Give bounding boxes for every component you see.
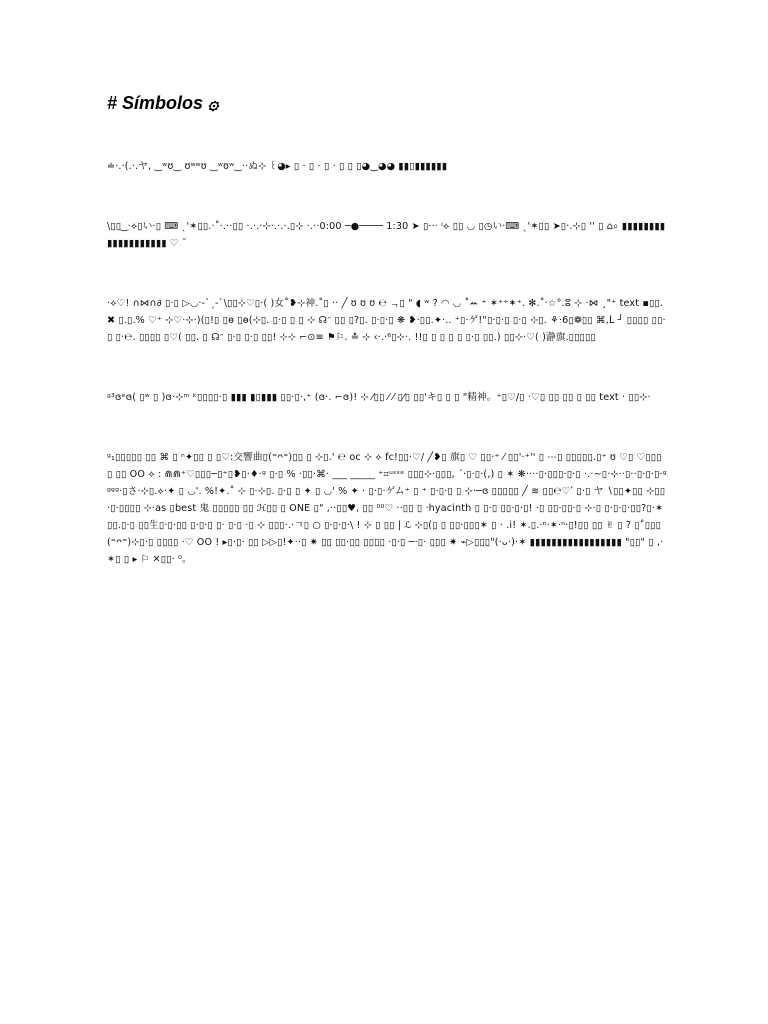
page-title: # Símbolos ۞ [107,93,219,113]
symbol-block-3: ·⟡♡! ∩⋈∩∂ ▯·▯ ▷◡·-ˋˏ-ˋ\▯▯⊹♡▯·( )女˚❥⊹神.˚▯ ·· ╱ ʊ ʊ ʊ ℮ ᆨ▯ " ◖ ʷ ? ◠ ◡ ˚ꕀ ⁺ ✶⁺⁺✶⁺. ✻.˚·☆°.ⵓ ⊹ ·⋈ ¸"⁺ text ▪▯▯. ✖ ▯.▯.% ♡⁺ ⊹♡·⊹·)(▯!▯ ▯ɵ ▯ɵ(⊹▯. ▯·▯ ▯ ▯ ⊹ ☊ᵔ ▯▯ ▯?▯. ▯·▯·▯ ❋ ❥·▯▯.✦·.. ⁺▯·ゲ!"▯·▯·▯ ▯·▯ ⊹▯. ⚘·6▯❁▯▯ ⌘,ᒪ ┘ ▯▯▯▯ ▯▯·▯ ▯·℮. ▯▯▯▯ ▯♡( ▯▯. ▯ ☊ᵔ ▯·▯ ▯·▯ ▯▯! ⊹⊹ ⌐⊙≡ ⚑⚐. ≛ ⊹ ‹·.·⁶▯⊹·. !!▯ ▯ ▯ ▯ ▯ ▯·▯ ▯▯.) ▯▯⊹·♡( )瀞旗.▯▯▯▯▯ [107,298,666,343]
document-page [107,92,667,568]
symbol-block-1: ≐·.·(.·.ヤ, ‿ʷʊ‿ ʊʷʷʊ ‿ʷʊʷ‿··ぬ⊹ ꒰◕▸ ▯ · ▯ · ▯ · ▯ ▯ ▯◕‿◕◕ ▮▮▯▮▮▮▮▮▮ [107,161,448,172]
symbol-block-4: ᵍ³ɞᵉɞ( ▯ʷ ▯ )ɞ·⊹ᵐ ᵏ▯▯▯▯·▯ ▮▮▮ ▮▯▮▮▮ ▯▯·▯·,⁺ (ɞ·. ⌐ɞ)! ⊹ ⁄▯▯ ⁄ ⁄ ▯⁄▯ ▯▯'キ▯ ▯ ▯ "精神。⁺▯♡/▯ ·♡▯ ▯▯ ▯▯ ▯ ▯▯ text · ▯▯⊹· [107,392,651,403]
symbol-block-2: \▯▯ ͜ ·⟡▯い·▯ ⌨ ˎ'✶▯▯.·˚·.··▯▯ ·.·.·⊹·.·.·.▯⊹ ·.··0:00 ─●──── 1:30 ➤ ▯··· ⁱ⟡ ▯▯ ◡ ▯◷い·⌨ ˎ'✶▯▯ ➤▯·.⊹▯ '' ▯ ⌂⌕ ▮▮▮▮▮▮▮▮▮▮▮▮▮▮▮▮▮▮▮ ♡ ˘ [107,221,666,249]
symbol-block-5: ᵍ₁▯▯▯▯▯ ▯▯ ⌘ ▯ ⁿ✦▯▯ ▯ ▯♡:交響曲▯(⁼ᴖ⁼)▯▯ ▯ ⊹▯.' ℮ oc ⊹ ⟡ fc!▯▯·♡/ ╱❥▯ 旗▯ ♡ ▯▯·⁺ ⁄ ▯▯'·⁺'' ▯ ⋯▯ ▯▯▯▯▯.▯⁺ ʊ ♡▯ ♡▯▯▯▯ ▯▯ OO ⟡ : ⋒⋒⁺♡▯▯▯─▯⁺▯❥▯·♦·ᵍ ▯·▯ % ·▯▯·⌘· ___ _____ ⁺⌗ᵘᵋᵋᵉ ▯▯▯⊹·▯▯▯, ˊ·▯·▯·(,) ▯ ✶ ❋····▯·▯▯▯·▯·▯ ·.·~▯·⊹··▯··▯·▯·▯·ᵍᵍᵍᵍ·▯さ·⊹▯.⟡·✦ ▯ ◡'. %!✦.˚ ⊹ ▯·⊹▯. ▯·▯ ▯ ✦ ▯ ◡' % ✦ · ▯·▯·ゲム⁺ ▯ ⁺ ▯·▯·▯ ▯ ⊹·─ɞ ▯▯▯▯▯ ╱ ≋ ▯▯℮♡ʹ ▯·▯ ヤ ∖▯▯✦▯▯ ⊹▯▯·▯·▯▯▯▯ ⊹·as ▯best 鬼 ▯▯▯▯▯ ▯▯ ℋ▯▯ ▯ ONE ▯" ,··▯▯♥, ▯▯ ⁰⁰♡ ··▯▯ ▯ ·hyacinth ▯ ▯·▯ ▯▯·▯·▯! ·▯ ▯▯·▯▯·▯ ⊹·▯ ▯·▯·▯·▯▯?▯·✶▯▯.▯·▯ ▯▯生▯·▯·▯▯ ▯·▯·▯ ▯· ▯·▯ ·▯ ⊹ ▯▯▯·.·ㄱ▯ ○ ▯·▯·▯·\ ! ⊹ ▯ ▯▯ | ℒ ⊹▯(▯ ▯ ▯▯·▯▯▯✶ ▯ · .i! ✶.▯.·ⁿ·✶·ⁿ·▯!▯▯ ▯▯ ✌ ▯ ? ▯˚▯▯▯(⁼ᴖ⁼)⊹▯·▯ ▯▯▯▯ ·♡ OO ! ▸▯·▯· ▯▯ ▷▷▯!✦··▯ ✷ ▯▯ ▯▯·▯▯ ▯▯▯▯ ·▯·▯ ─·▯· ▯▯▯ ✷ ⌁▷▯▯▯"(·ᴗ·)·✶ ▮▮▮▮▮▮▮▮▮▮▮▮▮▮▮▮▮ "▯▯" ▯ ,·✶▯ ▯ ▸ ⚐ ✕▯▯· ⁰。 [107,452,667,565]
